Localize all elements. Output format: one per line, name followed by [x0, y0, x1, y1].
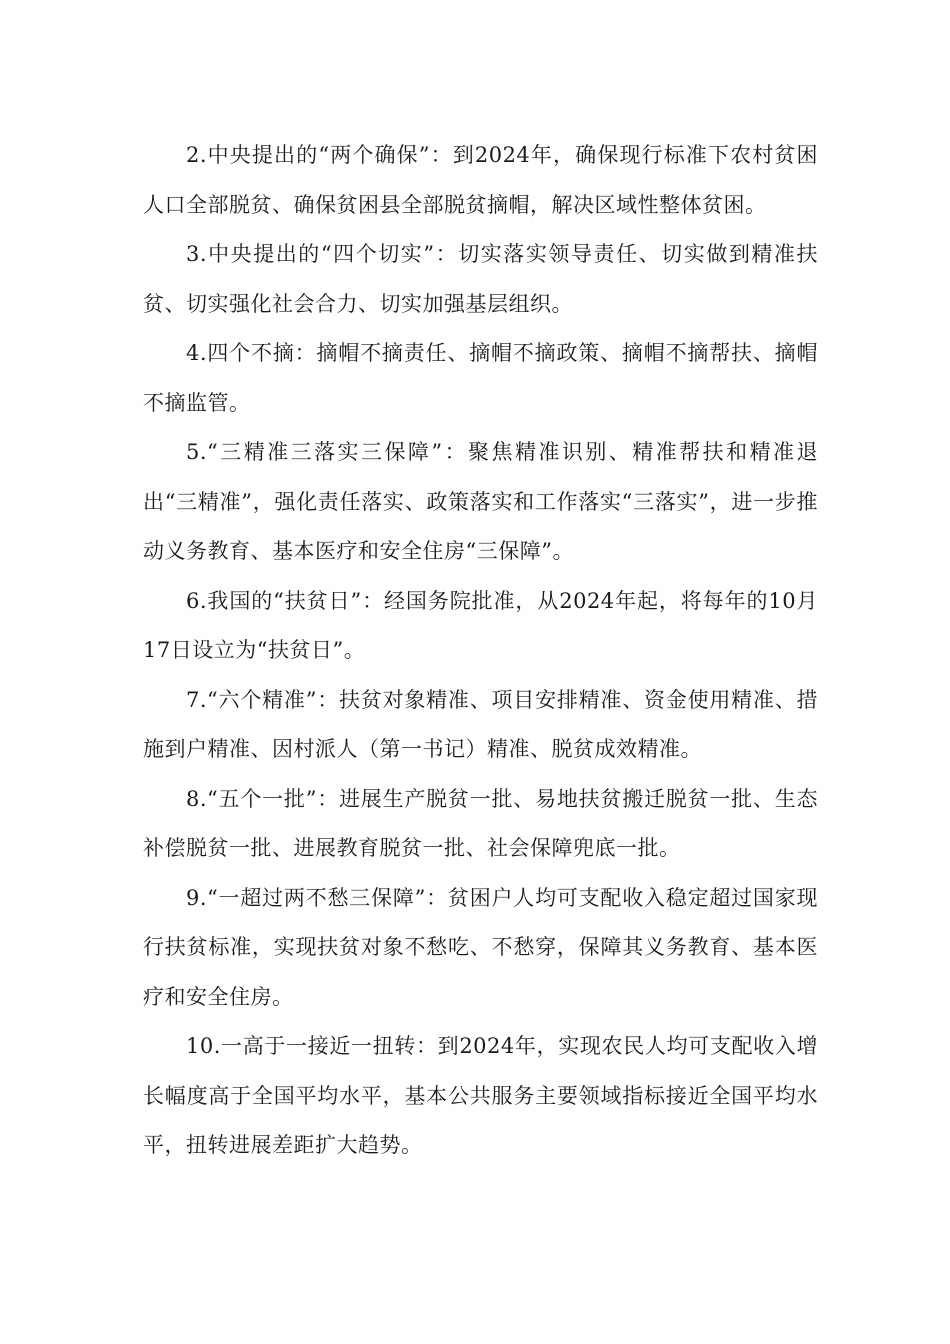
paragraph-10: 10.一高于一接近一扭转：到2024年，实现农民人均可支配收入增长幅度高于全国平均水平，基本公共服务主要领域指标接近全国平均水平，扭转进展差距扩大趋势。	[143, 1034, 818, 1157]
paragraph-2: 2.中央提出的“两个确保”：到2024年，确保现行标准下农村贫困人口全部脱贫、确保贫困县全部脱贫摘帽，解决区域性整体贫困。	[143, 143, 818, 217]
document-body	[143, 131, 818, 1171]
paragraph-8: 8.“五个一批”：进展生产脱贫一批、易地扶贫搬迁脱贫一批、生态补偿脱贫一批、进展教育脱贫一批、社会保障兜底一批。	[143, 786, 818, 860]
paragraph-5: 5.“三精准三落实三保障”：聚焦精准识别、精准帮扶和精准退出“三精准”，强化责任落实、政策落实和工作落实“三落实”，进一步推动义务教育、基本医疗和安全住房“三保障”。	[143, 440, 818, 563]
paragraph-7: 7.“六个精准”：扶贫对象精准、项目安排精准、资金使用精准、措施到户精准、因村派人（第一书记）精准、脱贫成效精准。	[143, 687, 818, 761]
paragraph-9: 9.“一超过两不愁三保障”：贫困户人均可支配收入稳定超过国家现行扶贫标准，实现扶贫对象不愁吃、不愁穿，保障其义务教育、基本医疗和安全住房。	[143, 885, 818, 1009]
paragraph-4: 4.四个不摘：摘帽不摘责任、摘帽不摘政策、摘帽不摘帮扶、摘帽不摘监管。	[143, 341, 818, 415]
paragraph-6: 6.我国的“扶贫日”：经国务院批准，从2024年起，将每年的10月17日设立为“扶贫日”。	[143, 588, 818, 662]
paragraph-3: 3.中央提出的“四个切实”：切实落实领导责任、切实做到精准扶贫、切实强化社会合力、切实加强基层组织。	[143, 242, 818, 316]
